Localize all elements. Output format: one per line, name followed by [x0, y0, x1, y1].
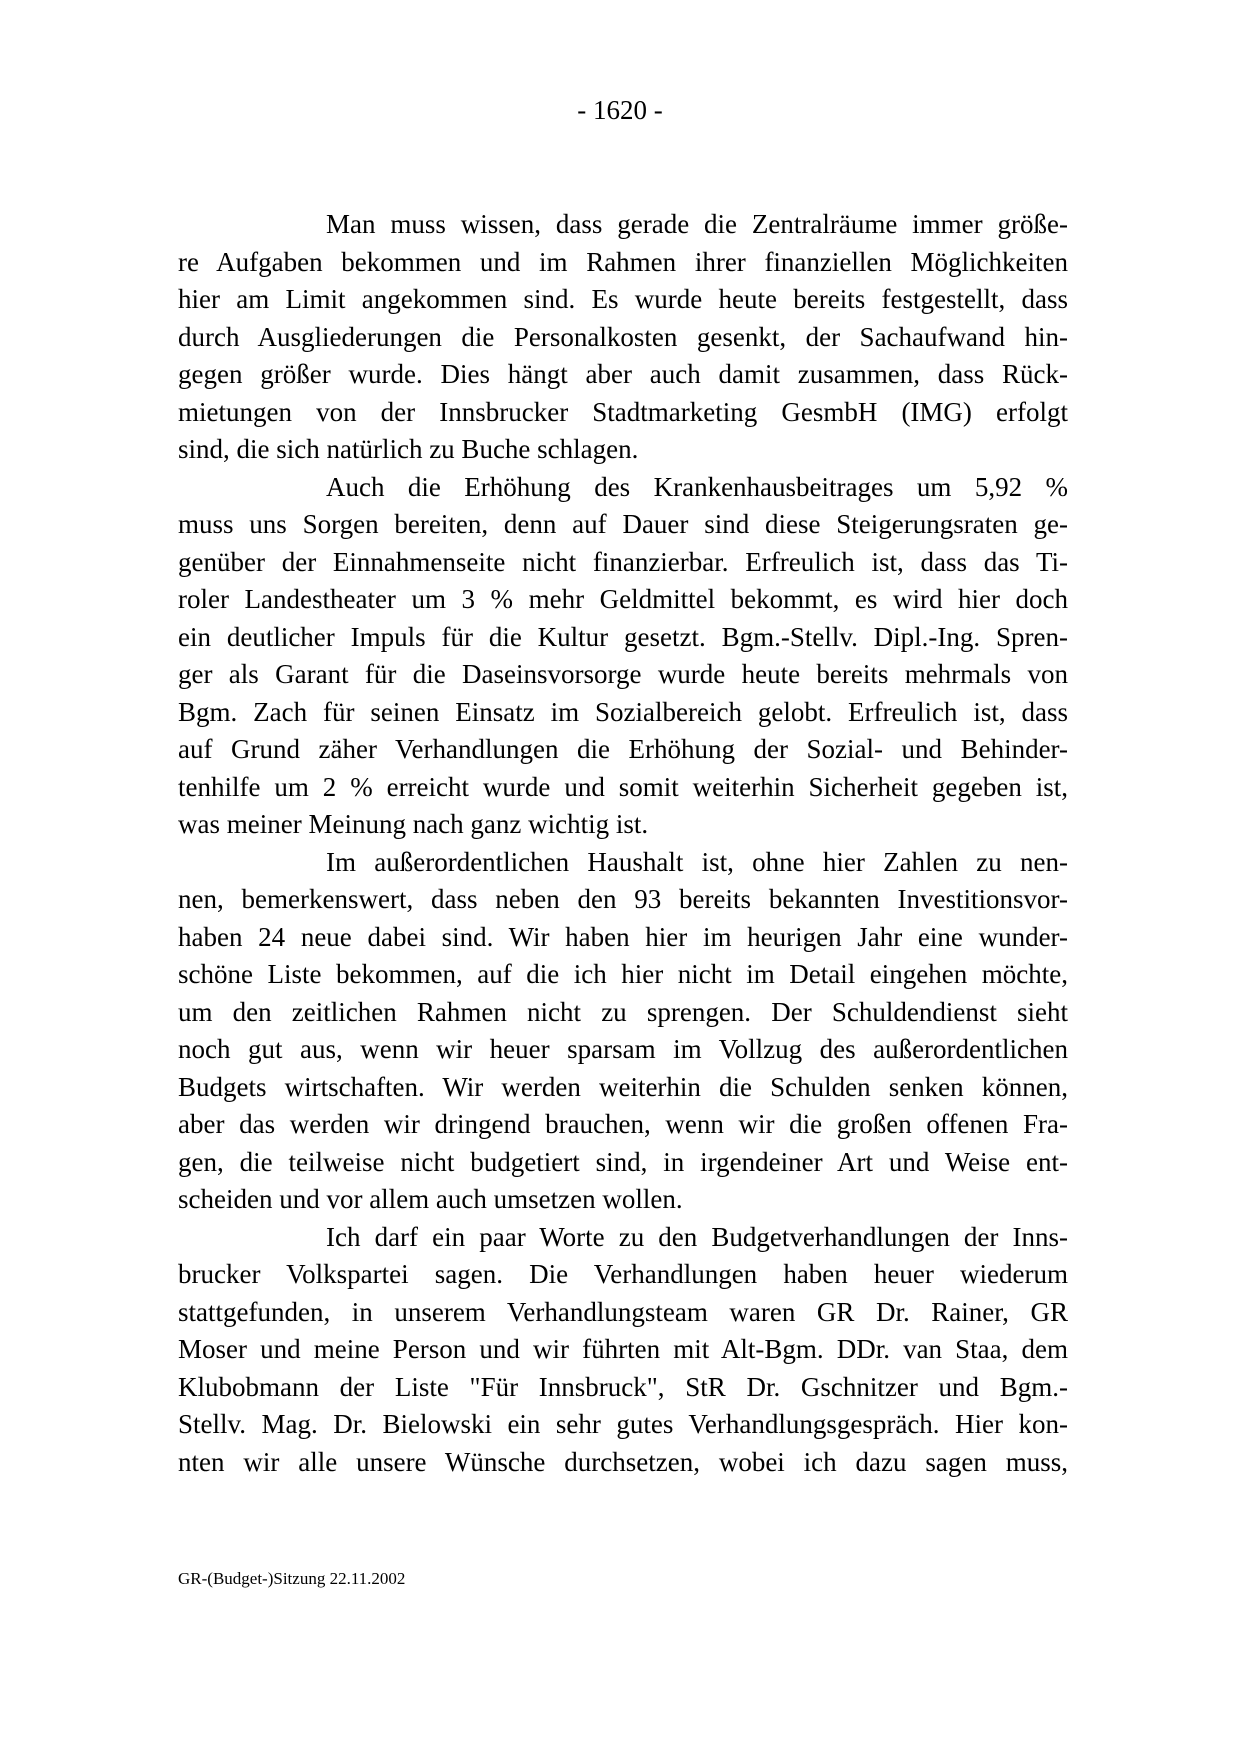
- text-line: Man muss wissen, dass gerade die Zentralräume immer größe-: [326, 209, 1068, 239]
- text-line: schöne Liste bekommen, auf die ich hier nicht im Detail eingehen möchte,: [178, 959, 1068, 989]
- text-line: Auch die Erhöhung des Krankenhausbeitrages um 5,92 %: [326, 471, 1068, 502]
- text-line: gegen größer wurde. Dies hängt aber auch damit zusammen, dass Rück-: [178, 359, 1068, 389]
- text-line: sind, die sich natürlich zu Buche schlagen.: [178, 434, 639, 464]
- text-line: ein deutlicher Impuls für die Kultur gesetzt. Bgm.-Stellv. Dipl.-Ing. Spren-: [178, 621, 1068, 652]
- text-line: nten wir alle unsere Wünsche durchsetzen, wobei ich dazu sagen muss,: [178, 1446, 1068, 1477]
- text-line: noch gut aus, wenn wir heuer sparsam im Vollzug des außerordentlichen: [178, 1034, 1068, 1064]
- paragraph: [178, 206, 1068, 469]
- text-line: mietungen von der Innsbrucker Stadtmarketing GesmbH (IMG) erfolgt: [178, 396, 1068, 427]
- text-line: nen, bemerkenswert, dass neben den 93 bereits bekannten Investitionsvor-: [178, 884, 1068, 914]
- text-line: Bgm. Zach für seinen Einsatz im Sozialbereich gelobt. Erfreulich ist, dass: [178, 696, 1068, 727]
- text-line: durch Ausgliederungen die Personalkosten gesenkt, der Sachaufwand hin-: [178, 321, 1068, 352]
- text-line: hier am Limit angekommen sind. Es wurde heute bereits festgestellt, dass: [178, 284, 1068, 314]
- text-line: auf Grund zäher Verhandlungen die Erhöhung der Sozial- und Behinder-: [178, 734, 1068, 764]
- text-line: stattgefunden, in unserem Verhandlungsteam waren GR Dr. Rainer, GR: [178, 1296, 1068, 1327]
- text-line: Moser und meine Person und wir führten mit Alt-Bgm. DDr. van Staa, dem: [178, 1334, 1068, 1364]
- text-line: was meiner Meinung nach ganz wichtig ist.: [178, 809, 649, 839]
- text-line: ger als Garant für die Daseinsvorsorge wurde heute bereits mehrmals von: [178, 659, 1068, 689]
- text-line: Im außerordentlichen Haushalt ist, ohne hier Zahlen zu nen-: [326, 846, 1068, 877]
- text-line: tenhilfe um 2 % erreicht wurde und somit weiterhin Sicherheit gegeben ist,: [178, 771, 1068, 802]
- text-line: Ich darf ein paar Worte zu den Budgetverhandlungen der Inns-: [326, 1221, 1068, 1252]
- text-line: haben 24 neue dabei sind. Wir haben hier im heurigen Jahr eine wunder-: [178, 921, 1068, 952]
- text-line: um den zeitlichen Rahmen nicht zu sprengen. Der Schuldendienst sieht: [178, 996, 1068, 1027]
- paragraph: [178, 1219, 1068, 1482]
- text-line: re Aufgaben bekommen und im Rahmen ihrer finanziellen Möglichkeiten: [178, 246, 1068, 277]
- text-line: Budgets wirtschaften. Wir werden weiterhin die Schulden senken können,: [178, 1071, 1068, 1102]
- page-number: - 1620 -: [577, 95, 663, 125]
- text-line: aber das werden wir dringend brauchen, wenn wir die großen offenen Fra-: [178, 1109, 1068, 1139]
- footer-session: GR-(Budget-)Sitzung 22.11.2002: [178, 1569, 406, 1588]
- paragraph: [178, 469, 1068, 844]
- text-line: genüber der Einnahmenseite nicht finanzierbar. Erfreulich ist, dass das Ti-: [178, 546, 1068, 577]
- text-line: gen, die teilweise nicht budgetiert sind, in irgendeiner Art und Weise ent-: [178, 1146, 1068, 1177]
- text-line: muss uns Sorgen bereiten, denn auf Dauer sind diese Steigerungsraten ge-: [178, 509, 1068, 539]
- text-line: Klubobmann der Liste "Für Innsbruck", StR Dr. Gschnitzer und Bgm.-: [178, 1371, 1068, 1402]
- text-line: scheiden und vor allem auch umsetzen wollen.: [178, 1184, 683, 1214]
- text-line: Stellv. Mag. Dr. Bielowski ein sehr gutes Verhandlungsgespräch. Hier kon-: [178, 1409, 1068, 1439]
- text-line: brucker Volkspartei sagen. Die Verhandlungen haben heuer wiederum: [178, 1259, 1068, 1289]
- body-text: [178, 206, 1068, 1481]
- paragraph: [178, 844, 1068, 1219]
- text-line: roler Landestheater um 3 % mehr Geldmittel bekommt, es wird hier doch: [178, 584, 1068, 614]
